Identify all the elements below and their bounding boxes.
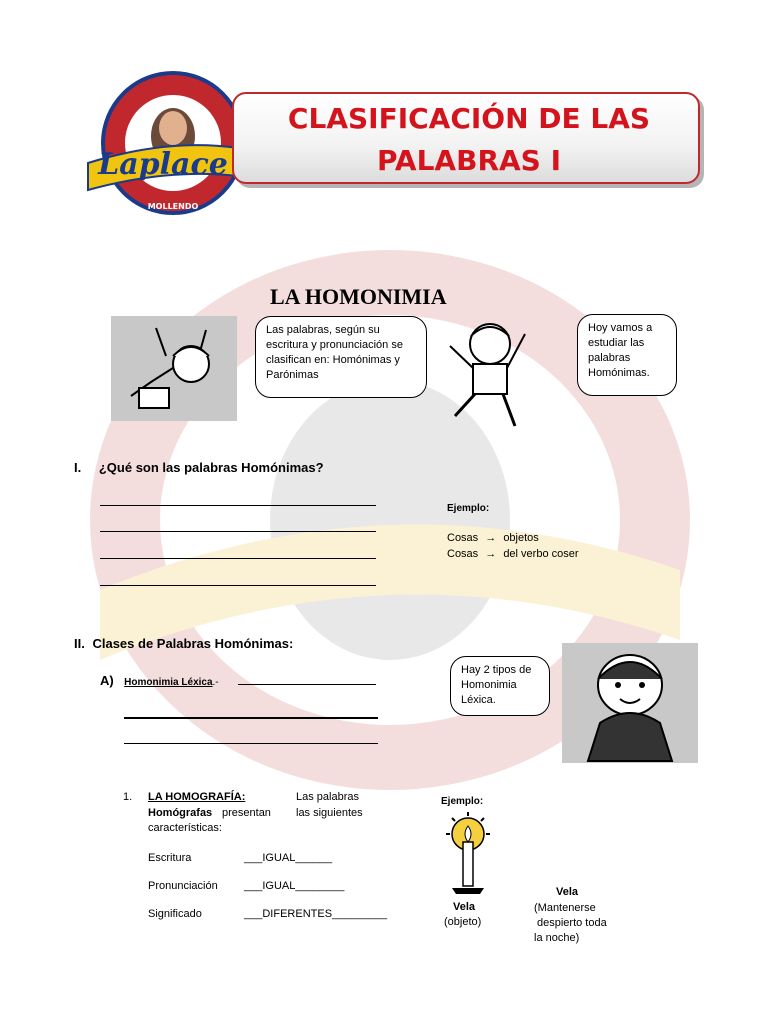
example-meaning: del verbo coser [503,548,579,560]
item-1-text-1: Las palabras [296,791,359,803]
meaning-line: (Mantenerse [534,902,596,914]
example-2-left-meaning: (objeto) [444,916,482,928]
speech-bubble-right: Hoy vamos a estudiar las palabras Homónimas. [577,314,677,396]
question-1-text: ¿Qué son las palabras Homónimas? [98,460,324,475]
answer-line [100,505,376,506]
answer-line [238,684,376,685]
meaning-line: la noche) [534,932,580,944]
boy-illustration [435,306,535,434]
arrow-icon: → [485,548,497,560]
item-1-text-3: las siguientes [296,807,363,819]
example-2-left-word: Vela [453,901,476,913]
example-2-right-word: Vela [556,886,579,898]
example-2-label: Ejemplo: [441,796,484,807]
question-2 [74,636,293,651]
section-title: LA HOMONIMIA [270,284,447,309]
row-value-escritura: ___IGUAL______ [244,852,333,864]
item-a-label: Homonimia Léxica [124,677,213,688]
item-a [100,672,219,690]
row-label-pronunciacion: Pronunciación [148,880,218,892]
question-2-text: Clases de Palabras Homónimas: [92,636,294,651]
answer-line [100,558,376,559]
item-a-suffix: .- [212,677,219,688]
page-title [244,98,694,182]
item-1-title: LA HOMOGRAFÍA: [148,791,246,803]
logo-name: Laplace [98,147,228,182]
title-line-1: CLASIFICACIÓN DE LAS [287,102,651,135]
row-label-escritura: Escritura [148,852,192,864]
answer-line [100,585,376,586]
example-meaning: objetos [503,532,539,544]
example-word: Cosas [447,548,479,560]
example-1-row-1 [447,532,539,544]
question-1 [74,460,324,475]
arrow-icon: → [485,532,497,544]
speech-bubble-left: Las palabras, según su escritura y pronunciación se clasifican en: Homónimas y Parónimas [255,316,427,398]
item-1-text-2: presentan [222,807,271,819]
logo-bottom-text: MOLLENDO [147,202,199,211]
item-1-number: 1. [123,791,133,803]
example-1-label: Ejemplo: [447,503,490,514]
school-logo [78,68,248,218]
row-value-pronunciacion: ___IGUAL________ [244,880,345,892]
answer-line [124,743,378,744]
row-label-significado: Significado [148,908,202,920]
speech-bubble-tipos: Hay 2 tipos de Homonimia Léxica. [450,656,550,716]
question-1-number: I. [74,460,82,475]
question-2-number: II. [74,636,85,651]
girl-illustration [111,316,237,421]
meaning-line: despierto toda [537,917,607,929]
title-line-2: PALABRAS I [376,144,562,177]
item-1-text-4: características: [148,822,222,834]
example-word: Cosas [447,532,479,544]
item-1-bold-word: Homógrafas [148,807,213,819]
item-a-letter: A) [100,673,114,688]
answer-line [100,531,376,532]
example-1-row-2 [447,548,579,560]
candle-icon [444,812,492,896]
answer-line [124,717,378,719]
girl-portrait-illustration [562,643,698,763]
example-2-right-meaning [534,901,607,946]
row-value-significado: ___DIFERENTES_________ [244,908,388,920]
